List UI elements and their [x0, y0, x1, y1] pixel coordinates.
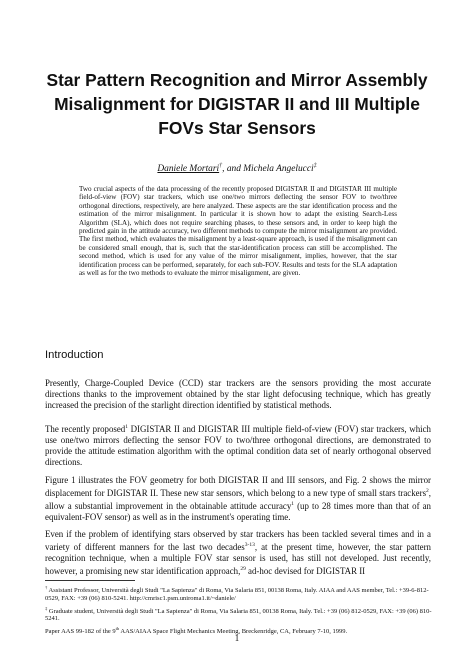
body-paragraph	[45, 529, 431, 577]
body-paragraph: Presently, Charge-Coupled Device (CCD) star trackers are the sensors providing the most accurate directions thanks to the improvement obtained by the star light defocusing technique, which has greatly increased the precision of the starlight direction identified by statistical methods.	[45, 378, 431, 410]
body-paragraph	[45, 422, 431, 468]
paragraph-text: DIGISTAR II and DIGISTAR III multiple field-of-view (FOV) star trackers, which use one/two mirrors deflecting the sensor FOV to two/three orthogonal directions, are demonstrated to provide the attitude estimation algorithm with the optimal condition data set of nearly orthogonal observed directions.	[45, 423, 431, 467]
paragraph-text: , at the present time, however, the star pattern recognition technique, when a multiple FOV star sensor is used, has still not developed. Just recently, however, a promising new star identification approach,	[45, 541, 431, 576]
footnote-text: Graduate student, Università degli Studi "La Sapienza" di Roma, Via Salaria 851, 00138 Roma, Italy. Tel.: +39 (06) 812-0529, FAX: +39 (06) 810-5241.	[45, 607, 432, 623]
paragraph-text: , allow a substantial improvement in the obtainable attitude accuracy	[45, 487, 431, 511]
paragraph-text: (up to 28 times more than that of an equivalent-FOV sensor) as well as in the instrument's operating time.	[45, 500, 431, 522]
author-name: Daniele Mortari	[157, 164, 220, 175]
author-name: Michela Angelucci	[243, 164, 314, 175]
paragraph-text: ad-hoc devised for DIGISTAR II	[245, 565, 366, 576]
author-separator: , and	[222, 164, 244, 175]
footnotes	[45, 584, 435, 638]
paragraph-text: Figure 1 illustrates the FOV geometry for both DIGISTAR II and III sensors, and Fig. 2 shows the mirror displacement for DIGISTAR II. These new star sensors, which belong to a new type of small stars trackers	[45, 475, 431, 498]
footnote-marker: †	[219, 163, 223, 169]
footnote-divider	[45, 580, 135, 581]
footnote-marker: ‡	[313, 163, 317, 169]
citation-marker: 1	[125, 424, 128, 430]
paragraph-text: The recently proposed	[45, 423, 126, 434]
footnote-marker: th	[115, 626, 120, 632]
paragraph-text: Even if the problem of identifying stars observed by star trackers has been tackled several times and in a variety of different manners for the last two decades	[45, 529, 431, 552]
footnote-text: Assistant Professor, Università degli Studi "La Sapienza" di Roma, Via Salaria 851, 00138 Roma, Italy. AIAA and AAS member, Tel.: +39-6-812-0529, FAX: +39 (06) 810-5241. http://cmrisc1.psm.uniroma1.it/~daniele/	[45, 587, 429, 602]
paper-title: Star Pattern Recognition and Mirror Assembly Misalignment for DIGISTAR II and III Multiple FOVs Star Sensors	[46, 70, 428, 138]
footnote	[45, 584, 435, 603]
footnote-marker: †	[45, 585, 48, 590]
citation-marker: 2	[426, 487, 429, 494]
footnote	[45, 605, 435, 624]
body-paragraph	[45, 475, 431, 523]
citation-marker: 1	[291, 500, 295, 507]
section-heading: Introduction	[45, 349, 104, 361]
citation-marker: 29	[240, 565, 246, 572]
citation-marker: 3-13	[244, 541, 255, 548]
page-number: 1	[234, 633, 240, 643]
footnote-text: Paper AAS 99-182 of the 9	[45, 628, 116, 636]
author-line	[40, 163, 434, 174]
footnote-text: AAS/AIAA Space Flight Mechanics Meeting, Breckenridge, CA, February 7-10, 1999.	[119, 628, 348, 636]
footnote-marker: ‡	[45, 605, 48, 611]
abstract: Two crucial aspects of the data processing of the recently proposed DIGISTAR II and DIGISTAR III multiple field-of-view (FOV) star trackers, which use one/two mirrors deflecting the sensor FOV to two/three orthogonal directions, respectively, are here analyzed. These aspects are the star identification process and the estimation of the mirror misalignment. In particular it is shown how to adapt the existing Search-Less Algorithm (SLA), which does not require searching phases, to these sensors and, in order to keep high the predicted gain in the attitude accuracy, two different methods to compute the mirror misalignment are provided. The first method, which evaluates the misalignment by a least-square approach, is used if the misalignment can be considered small enough, that is, such that the star-identification process can still be accomplished. The second method, which is used for any value of the mirror misalignment, implies, however, that the star identification process can be performed, separately, for each sub-FOV. Results and tests for the SLA adaptation as well as for the two methods to evaluate the mirror misalignment, are given.	[79, 185, 397, 278]
